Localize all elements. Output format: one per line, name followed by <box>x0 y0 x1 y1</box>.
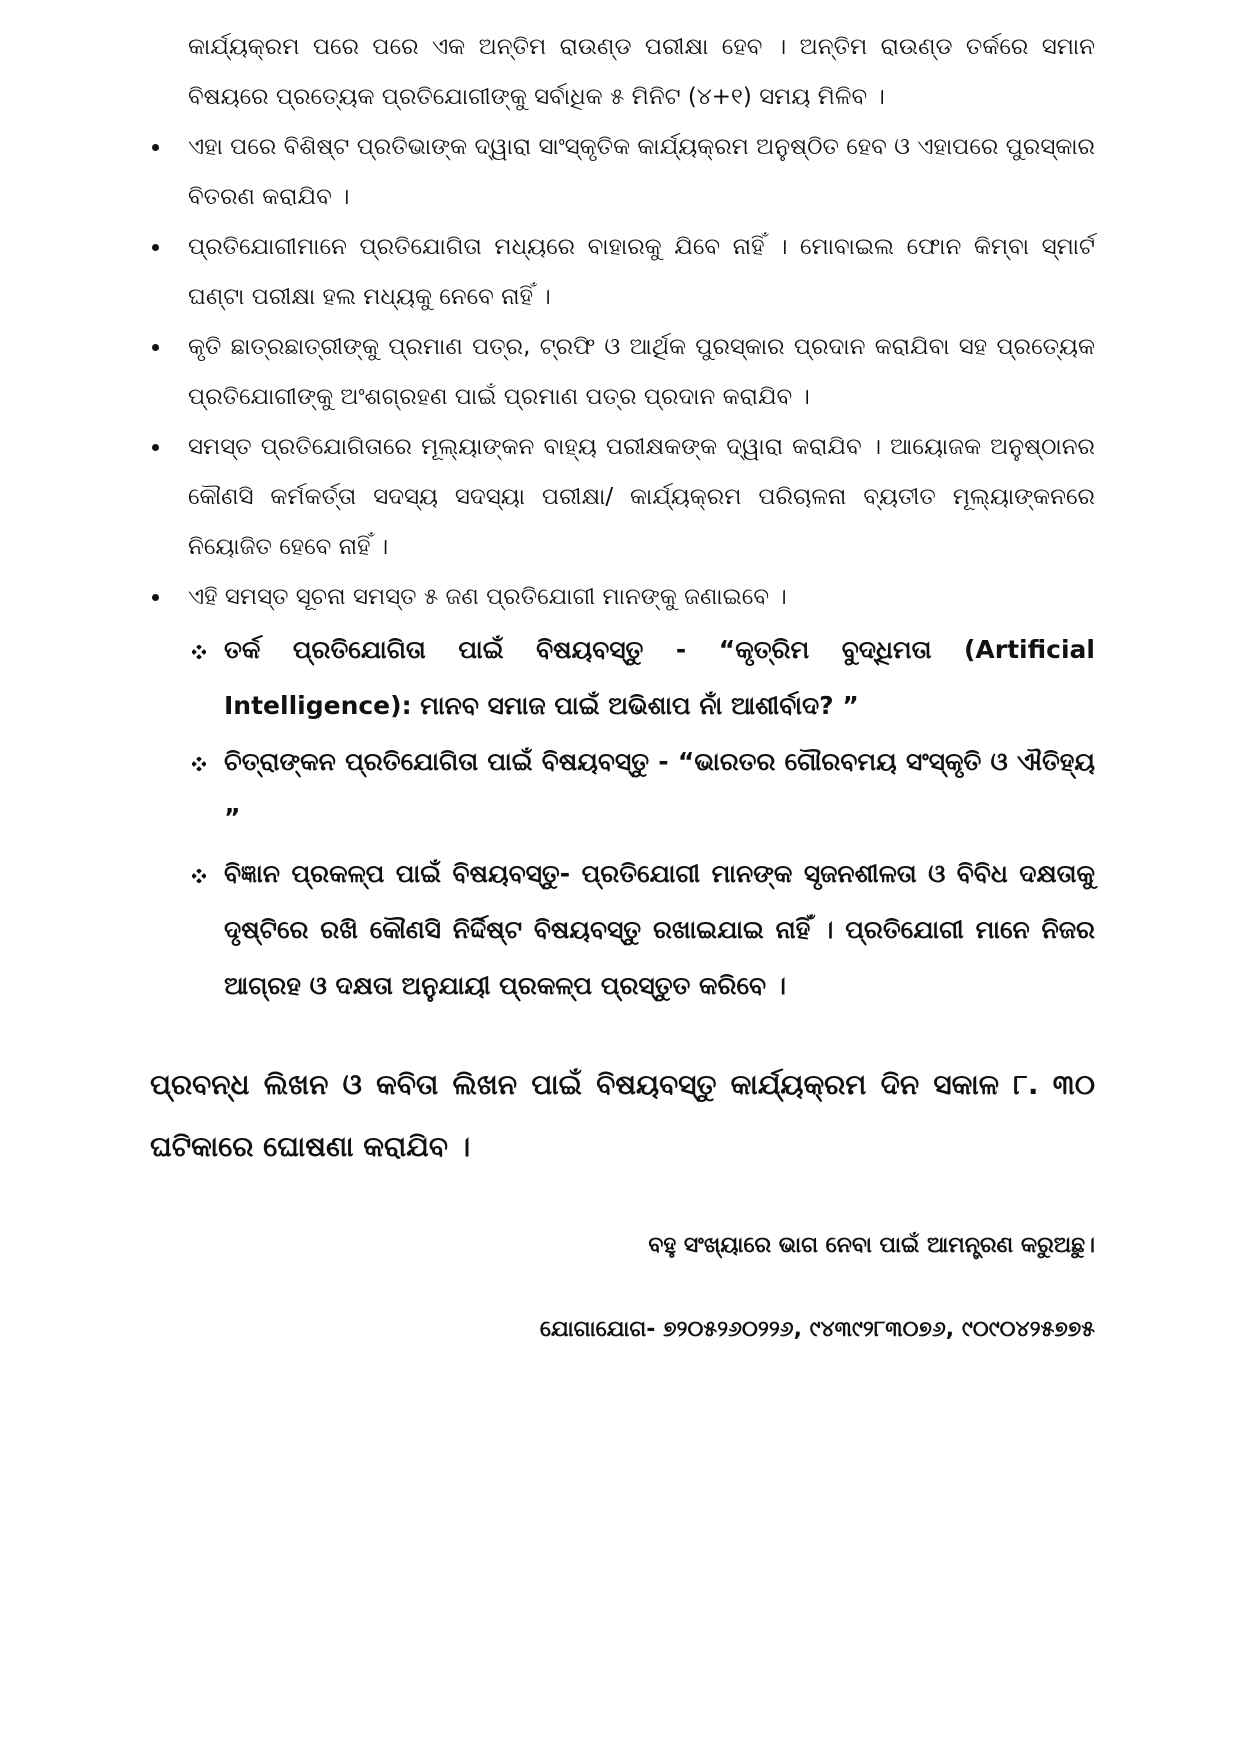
rule-text: ଏହା ପରେ ବିଶିଷ୍ଟ ପ୍ରତିଭାଙ୍କ ଦ୍ୱାରା ସାଂସ୍କୃତିକ କାର୍ଯ୍ୟକ୍ରମ ଅନୁଷ୍ଠିତ ହେବ ଓ ଏହାପରେ ପୁରସ୍କାର ବିତରଣ କରାଯିବ । <box>188 134 1095 210</box>
bullet-icon <box>152 444 159 451</box>
intro-continuation-paragraph: କାର୍ଯ୍ୟକ୍ରମ ପରେ ପରେ ଏକ ଅନ୍ତିମ ରାଉଣ୍ଡ ପରୀକ୍ଷା ହେବ । ଅନ୍ତିମ ରାଉଣ୍ଡ ତର୍କରେ ସମାନ ବିଷୟରେ ପ୍ରତ୍ୟେକ ପ୍ରତିଯୋଗୀଙ୍କୁ ସର୍ବାଧିକ ୫ ମିନିଟ (୪+୧) ସମୟ ମିଳିବ । <box>188 34 1095 110</box>
topic-item-science <box>150 846 1095 1014</box>
rules-bullet-list <box>150 122 1095 622</box>
rule-item <box>150 222 1095 322</box>
rule-text: ପ୍ରତିଯୋଗୀମାନେ ପ୍ରତିଯୋଗିତା ମଧ୍ୟରେ ବାହାରକୁ ଯିବେ ନାହିଁ । ମୋବାଇଲ ଫୋନ କିମ୍ବା ସ୍ମାର୍ଟ ଘଣ୍ଟା ପରୀକ୍ଷା ହଲ ମଧ୍ୟକୁ ନେବେ ନାହିଁ । <box>188 234 1095 310</box>
rule-text: ସମସ୍ତ ପ୍ରତିଯୋଗିତାରେ ମୂଲ୍ୟାଙ୍କନ ବାହ୍ୟ ପରୀକ୍ଷକଙ୍କ ଦ୍ୱାରା କରାଯିବ । ଆୟୋଜକ ଅନୁଷ୍ଠାନର କୌଣସି କର୍ମକର୍ତ୍ତା ସଦସ୍ୟ ସଦସ୍ୟା ପରୀକ୍ଷା/ କାର୍ଯ୍ୟକ୍ରମ ପରିଚାଳନା ବ୍ୟତୀତ ମୂଲ୍ୟାଙ୍କନରେ ନିୟୋଜିତ ହେବେ ନାହିଁ । <box>188 434 1095 560</box>
rule-text: ଏହି ସମସ୍ତ ସୂଚନା ସମସ୍ତ ୫ ଜଣ ପ୍ରତିଯୋଗୀ ମାନଙ୍କୁ ଜଣାଇବେ । <box>188 584 787 610</box>
topic-text: ବିଜ୍ଞାନ ପ୍ରକଳ୍ପ ପାଇଁ ବିଷୟବସ୍ତୁ- ପ୍ରତିଯୋଗୀ ମାନଙ୍କ ସୃଜନଶୀଳତା ଓ ବିବିଧ ଦକ୍ଷତାକୁ ଦୃଷ୍ଟିରେ ରଖି କୌଣସି ନିର୍ଦ୍ଦିଷ୍ଟ ବିଷୟବସ୍ତୁ ରଖାଇଯାଇ ନାହିଁ । ପ୍ରତିଯୋଗୀ ମାନେ ନିଜର ଆଗ୍ରହ ଓ ଦକ୍ଷତା ଅନୁଯାୟୀ ପ୍ରକଳ୍ପ ପ୍ରସ୍ତୁତ କରିବେ । <box>224 859 1095 1000</box>
topics-list <box>150 622 1095 1014</box>
bullet-icon <box>152 594 159 601</box>
topic-text: ଚିତ୍ରାଙ୍କନ ପ୍ରତିଯୋଗିତା ପାଇଁ ବିଷୟବସ୍ତୁ - “ଭାରତର ଗୌରବମୟ ସଂସ୍କୃତି ଓ ଐତିହ୍ୟ ” <box>224 747 1095 832</box>
bullet-icon <box>152 244 159 251</box>
rule-item <box>150 572 1095 622</box>
rule-text: କୃତି ଛାତ୍ରଛାତ୍ରୀଙ୍କୁ ପ୍ରମାଣ ପତ୍ର, ଟ୍ରଫି ଓ ଆର୍ଥିକ ପୁରସ୍କାର ପ୍ରଦାନ କରାଯିବା ସହ ପ୍ରତ୍ୟେକ ପ୍ରତିଯୋଗୀଙ୍କୁ ଅଂଶଗ୍ରହଣ ପାଇଁ ପ୍ରମାଣ ପତ୍ର ପ୍ରଦାନ କରାଯିବ । <box>188 334 1095 410</box>
rule-item <box>150 322 1095 422</box>
contact-numbers: ଯୋଗାଯୋଗ- ୭୨୦୫୨୬୦୨୨୬, ୯୪୩୯୨୮୩୦୭୬, ୯୦୯୦୪୨୫୭୭୫ <box>539 1317 1095 1342</box>
bullet-icon <box>152 144 159 151</box>
diamond-bullet-icon <box>192 869 206 883</box>
rule-item <box>150 422 1095 572</box>
diamond-bullet-icon <box>192 645 206 659</box>
topic-text: ତର୍କ ପ୍ରତିଯୋଗିତା ପାଇଁ ବିଷୟବସ୍ତୁ - “କୃତ୍ରିମ ବୁଦ୍ଧିମତା (Artificial Intelligence): ମାନବ ସମାଜ ପାଇଁ ଅଭିଶାପ ନାଁ ଆଶୀର୍ବାଦ? ” <box>224 635 1095 720</box>
rule-item <box>150 122 1095 222</box>
topic-item-debate <box>150 622 1095 734</box>
bullet-icon <box>152 344 159 351</box>
invitation-line: ବହୁ ସଂଖ୍ୟାରେ ଭାଗ ନେବା ପାଇଁ ଆମନ୍ତ୍ରଣ କରୁଅଛୁ। <box>648 1233 1095 1258</box>
essay-poetry-notice: ପ୍ରବନ୍ଧ ଲିଖନ ଓ କବିତା ଲିଖନ ପାଇଁ ବିଷୟବସ୍ତୁ କାର୍ଯ୍ୟକ୍ରମ ଦିନ ସକାଳ ୮. ୩୦ ଘଟିକାରେ ଘୋଷଣା କରାଯିବ । <box>150 1068 1095 1163</box>
document-body <box>150 22 1095 1350</box>
diamond-bullet-icon <box>192 757 206 771</box>
topic-item-drawing <box>150 734 1095 846</box>
